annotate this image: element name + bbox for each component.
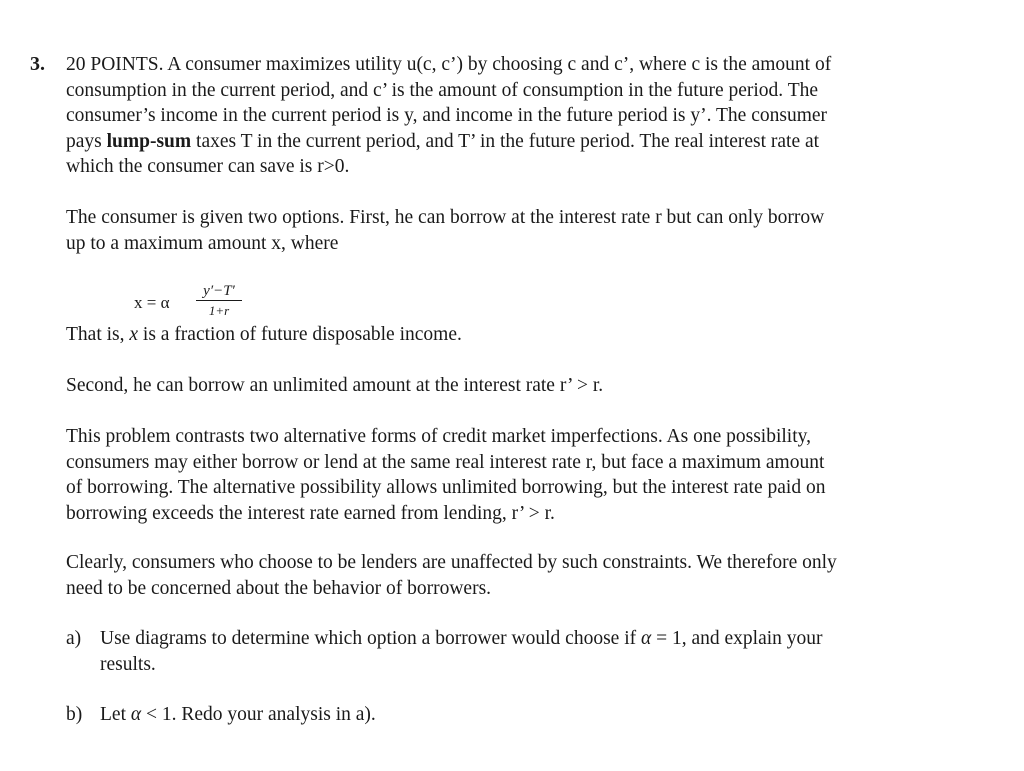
intro-text: taxes T in the current period, and T’ in the future period. The real interest rate at — [191, 130, 820, 152]
options-line: The consumer is given two options. First, he can borrow at the interest rate r but can only borrow — [66, 207, 825, 228]
formula-lhs: x = α — [134, 293, 170, 312]
intro-text: pays — [66, 130, 107, 152]
variable-alpha: α — [130, 704, 142, 725]
formula-numerator: y′−T′ — [203, 283, 235, 299]
fraction-note-line — [66, 322, 986, 348]
options-paragraph — [66, 205, 986, 256]
problem-intro — [66, 52, 986, 180]
fraction-bar — [196, 300, 242, 301]
contrast-line: consumers may either borrow or lend at the same real interest rate r, but face a maximum amount — [66, 451, 825, 473]
question-number: 3. — [30, 53, 45, 75]
part-b-fragment: Let — [100, 704, 131, 725]
part-a-text — [100, 626, 990, 677]
part-a-fragment: = 1, and explain your — [651, 628, 823, 649]
part-a-line — [100, 626, 990, 652]
fraction-note — [66, 322, 986, 348]
options-line: up to a maximum amount x, where — [66, 232, 339, 254]
contrast-line: of borrowing. The alternative possibility allows unlimited borrowing, but the interest rate paid on — [66, 477, 826, 498]
note-text: That is, — [66, 324, 130, 345]
second-option-line: Second, he can borrow an unlimited amount at the interest rate r’ > r. — [66, 375, 604, 396]
contrast-paragraph — [66, 424, 986, 526]
part-a-fragment: Use diagrams to determine which option a borrower would choose if — [100, 628, 641, 649]
clearly-line: need to be concerned about the behavior of borrowers. — [66, 577, 492, 599]
intro-line: consumer’s income in the current period is y, and income in the future period is y’. The consumer — [66, 105, 828, 126]
lump-sum-emphasis: lump-sum — [106, 130, 192, 152]
intro-line: which the consumer can save is r>0. — [66, 156, 350, 177]
part-b-label: b) — [66, 704, 83, 725]
clearly-line: Clearly, consumers who choose to be lenders are unaffected by such constraints. We therefore only — [66, 552, 837, 573]
part-b-fragment: < 1. Redo your analysis in a). — [141, 704, 376, 725]
contrast-line: This problem contrasts two alternative forms of credit market imperfections. As one possibility, — [66, 426, 811, 447]
intro-line: 20 POINTS. A consumer maximizes utility u(c, c’) by choosing c and c’, where c is the amount of — [66, 54, 832, 75]
variable-alpha: α — [640, 628, 652, 649]
part-a-label: a) — [66, 628, 82, 649]
formula-denominator: 1+r — [208, 303, 230, 318]
part-b-line — [100, 702, 990, 728]
clearly-paragraph — [66, 550, 986, 601]
intro-line: consumption in the current period, and c’ is the amount of consumption in the future period. The — [66, 79, 819, 101]
formula-fraction — [196, 283, 242, 318]
note-text: is a fraction of future disposable income. — [138, 324, 462, 345]
variable-x: x — [129, 324, 139, 345]
part-a-line: results. — [100, 653, 156, 675]
second-option — [66, 373, 986, 399]
intro-line — [66, 129, 986, 155]
contrast-line: borrowing exceeds the interest rate earned from lending, r’ > r. — [66, 502, 555, 524]
part-b-text — [100, 702, 990, 728]
